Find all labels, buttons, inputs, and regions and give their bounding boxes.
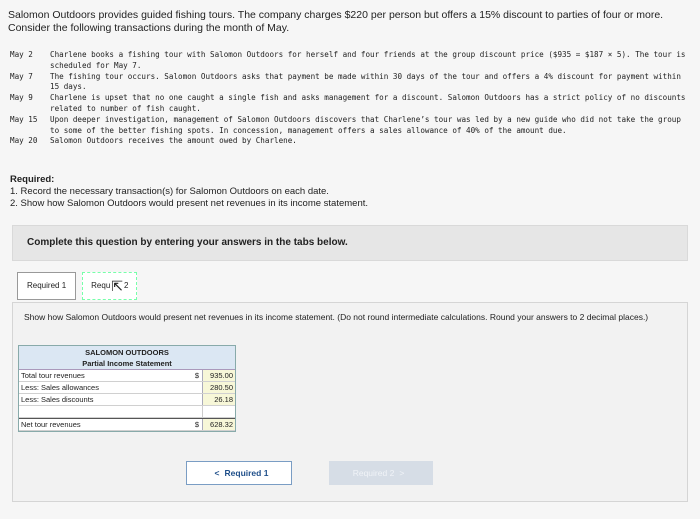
transaction-date: May 20 xyxy=(10,136,38,146)
transaction-text: The fishing tour occurs. Salomon Outdoors asks that payment be made within 30 days of the tour and offers a 4% discount for payment within 15 days. xyxy=(50,71,681,92)
currency-symbol: $ xyxy=(194,420,200,429)
table-row xyxy=(19,370,235,382)
amount-input[interactable]: 280.50 xyxy=(202,382,235,393)
required-section xyxy=(10,174,690,210)
chevron-right-icon: > xyxy=(399,468,405,478)
currency-symbol xyxy=(192,394,202,405)
transaction-row xyxy=(10,72,692,94)
row-label[interactable]: Less: Sales discounts xyxy=(21,395,94,404)
transaction-row xyxy=(10,136,692,147)
table-row-blank xyxy=(19,406,235,418)
table-row xyxy=(19,394,235,406)
transaction-date: May 9 xyxy=(10,93,33,103)
transaction-row xyxy=(10,50,692,72)
transaction-row xyxy=(10,115,692,137)
table-row xyxy=(19,382,235,394)
transaction-text: Charlene is upset that no one caught a single fish and asks management for a discount. Salomon Outdoors has a strict policy of no discounts related to number of fish caught. xyxy=(50,93,686,113)
question-instructions: Show how Salomon Outdoors would present net revenues in its income statement. (Do not round intermediate calculations. Round your answers to 2 decimal places.) xyxy=(24,312,649,322)
statement-title: Partial Income Statement xyxy=(82,359,172,368)
prev-button-label: Required 1 xyxy=(224,468,269,478)
currency-symbol xyxy=(192,382,202,393)
tab-required-1[interactable]: Required 1 xyxy=(17,272,76,300)
required-header: Required: xyxy=(10,174,55,185)
required-item: 2. Show how Salomon Outdoors would present net revenues in its income statement. xyxy=(10,198,369,209)
prev-required-button[interactable] xyxy=(186,461,292,485)
transaction-row xyxy=(10,93,692,115)
pointer-cursor-icon: ⇱ xyxy=(111,277,123,294)
transaction-list xyxy=(10,50,692,147)
amount-input[interactable]: 628.32 xyxy=(202,419,235,430)
transaction-text: Charlene books a fishing tour with Salomon Outdoors for herself and four friends at the group discount price ($935 = $187 × 5). The tour is scheduled for May 7. xyxy=(50,50,686,70)
amount-input[interactable]: 935.00 xyxy=(202,370,235,381)
next-required-button[interactable] xyxy=(329,461,433,485)
transaction-text: Upon deeper investigation, management of Salomon Outdoors discovers that Charlene’s tour was led by a new guide who did not take the group to some of the better fishing spots. In concession, management offers a sales allowance of 40% of the amount due. xyxy=(50,114,681,135)
tab-label-part: Requ xyxy=(91,281,111,290)
row-label[interactable]: Net tour revenues xyxy=(21,420,81,429)
row-label[interactable]: Less: Sales allowances xyxy=(21,383,99,392)
transaction-date: May 2 xyxy=(10,50,33,59)
transaction-date: May 15 xyxy=(10,114,38,124)
transaction-date: May 7 xyxy=(10,71,33,81)
amount-input[interactable]: 26.18 xyxy=(202,394,235,405)
transaction-text: Salomon Outdoors receives the amount owed by Charlene. xyxy=(50,136,297,146)
instructions-banner: Complete this question by entering your answers in the tabs below. xyxy=(12,225,688,261)
statement-header xyxy=(19,346,235,370)
tab-required-2[interactable] xyxy=(82,272,137,300)
tab-bar xyxy=(17,272,143,300)
required-item: 1. Record the necessary transaction(s) for Salomon Outdoors on each date. xyxy=(10,186,329,197)
tab-label-part: 2 xyxy=(124,281,129,290)
currency-symbol: $ xyxy=(194,371,200,380)
next-button-label: Required 2 xyxy=(352,468,395,478)
table-row-total xyxy=(19,418,235,431)
income-statement-table xyxy=(18,345,236,432)
row-label[interactable]: Total tour revenues xyxy=(21,371,85,380)
chevron-left-icon: < xyxy=(214,468,220,478)
statement-company: SALOMON OUTDOORS xyxy=(85,348,169,357)
problem-intro: Salomon Outdoors provides guided fishing tours. The company charges $220 per person but offers a 15% discount to parties of four or more. Consider the following transactions during the month of May. xyxy=(8,9,664,34)
